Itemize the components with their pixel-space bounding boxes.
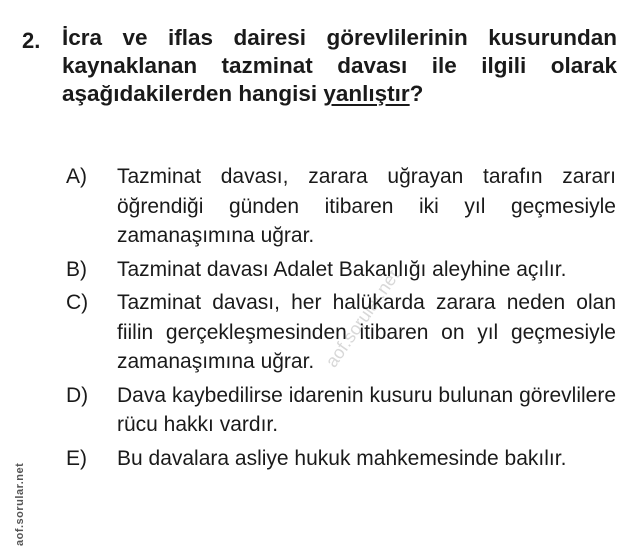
- question-stem: [62, 24, 617, 108]
- question-stem-emphasis: yanlıştır: [323, 81, 410, 106]
- option-text: Tazminat davası, zarara uğrayan tarafın zararı öğrendiği günden itibaren iki yıl geçmesiyle zamanaşımına uğrar.: [117, 165, 616, 247]
- question-number: 2.: [22, 28, 41, 53]
- option-text: Dava kaybedilirse idarenin kusuru bulunan görevlilere rücu hakkı vardır.: [117, 383, 616, 436]
- option-letter: D): [66, 383, 89, 407]
- option-letter: A): [66, 165, 87, 188]
- option-a[interactable]: [66, 162, 616, 251]
- option-letter: C): [66, 291, 89, 314]
- option-text: Tazminat davası Adalet Bakanlığı aleyhine açılır.: [117, 257, 567, 281]
- option-text: Tazminat davası, her halükarda zarara neden olan fiilin gerçekleşmesinden itibaren on yıl geçmesiyle zamanaşımına uğrar.: [117, 291, 616, 373]
- answer-options: [66, 162, 616, 477]
- question-stem-text: İcra ve iflas dairesi görevlilerinin kusurundan kaynaklanan tazminat davası ile ilgili olarak aşağıdakilerden hangisi: [62, 25, 617, 106]
- option-c[interactable]: [66, 288, 616, 377]
- option-d[interactable]: [66, 381, 616, 440]
- option-text: Bu davalara asliye hukuk mahkemesinde bakılır.: [117, 446, 567, 470]
- option-e[interactable]: [66, 444, 616, 474]
- option-b[interactable]: [66, 255, 616, 285]
- option-letter: E): [66, 446, 87, 470]
- center-watermark: aof.sorular.net: [321, 266, 404, 371]
- side-watermark: aof.sorular.net: [14, 462, 26, 546]
- option-letter: B): [66, 257, 87, 281]
- question-stem-end: ?: [409, 81, 424, 106]
